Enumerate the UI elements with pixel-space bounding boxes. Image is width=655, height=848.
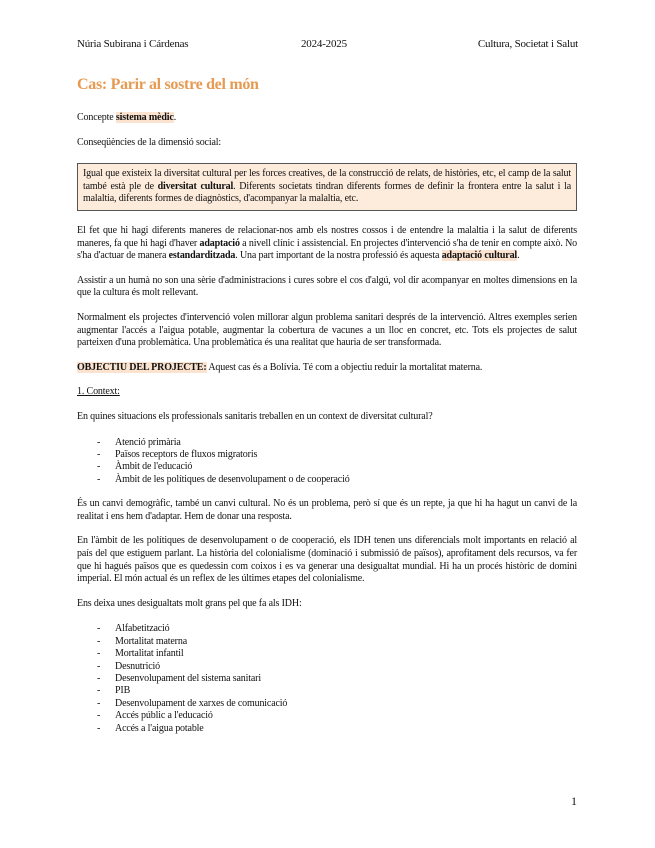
callout-bold-term: diversitat cultural	[157, 180, 234, 192]
list-item: - Àmbit de les polítiques de desenvolupament o de cooperació	[77, 474, 577, 486]
document-body	[77, 112, 577, 735]
indicators-list	[77, 623, 577, 735]
list-item: - Mortalitat materna	[77, 636, 577, 648]
concept-term: sistema mèdic	[115, 112, 174, 123]
list-item: - Desnutrició	[77, 661, 577, 673]
objective-label: OBJECTIU DEL PROJECTE:	[77, 361, 207, 373]
question-line: En quines situacions els professionals sanitaris treballen en un context de diversitat cultural?	[77, 410, 433, 422]
paragraph-demographic: És un canvi demogràfic, també un canvi cultural. No és un problema, però sí que és un repte, ja que hi ha hagut un canvi de la realitat i ens hem d'adaptar. Hem de donar una resposta.	[77, 498, 577, 522]
section-heading-context: 1. Context:	[77, 386, 120, 398]
objective-line: OBJECTIU DEL PROJECTE: Aquest cas és a Bolívia. Té com a objectiu reduir la mortalitat materna.	[77, 361, 483, 373]
header-author: Núria Subirana i Cárdenas	[77, 38, 189, 50]
paragraph-assist: Assistir a un humà no son una sèrie d'administracions i cures sobre el cos d'algú, vol dir acompanyar en moltes dimensions en la que la cultura és molt rellevant.	[77, 274, 577, 299]
list-item: - Accés públic a l'educació	[77, 710, 577, 722]
list-item: - Accés a l'aigua potable	[77, 723, 577, 735]
list-item: - Alfabetització	[77, 623, 577, 635]
list-item: - Desenvolupament de xarxes de comunicació	[77, 698, 577, 710]
highlight-cultural-adaptation: adaptació cultural	[441, 250, 518, 262]
callout-box: Igual que existeix la diversitat cultural per les forces creatives, de la construcció de relats, de històries, etc, el camp de la salut també està ple de diversitat cultural. Diferents societats tindran diferents formes de definir la frontera entre la salut i la malaltia, diferents formes de diagnòstics, d'acompanyar la malaltia, etc.	[77, 163, 577, 211]
list-item: - PIB	[77, 685, 577, 697]
list-item: - Desenvolupament del sistema sanitari	[77, 673, 577, 685]
concept-line: Concepte sistema mèdic.	[77, 112, 177, 123]
page-title: Cas: Parir al sostre del món	[77, 76, 259, 93]
paragraph-projects: Normalment els projectes d'intervenció volen millorar algun problema sanitari després de la intervenció. Altres exemples serien augmentar l'accés a l'aigua potable, augmentar la cobertura de vacunes a un lloc en concret, etc. Tots els projectes de salut parteixen d'una problemàtica. Una problemàtica és una realitat que hauria de ser transformada.	[77, 311, 577, 349]
list-item: - Països receptors de fluxos migratoris	[77, 449, 577, 461]
consequences-label: Conseqüències de la dimensió social:	[77, 136, 222, 148]
paragraph-adaptation: El fet que hi hagi diferents maneres de relacionar-nos amb els nostres cossos i de entendre la malaltia i la salut de diferents maneres, fa que hi hagi d'haver adaptació a nivell clínic i assistencial. En projectes d'intervenció s'ha de tenir en compte això. No s'ha d'actuar de manera estandarditzada. Una part important de la nostra professió és aquesta adaptació cultural.	[77, 224, 578, 262]
list-item: - Àmbit de l'educació	[77, 461, 577, 473]
list-item: - Atenció primària	[77, 437, 577, 449]
list-item: - Mortalitat infantil	[77, 648, 577, 660]
inequalities-intro: Ens deixa unes desigualtats molt grans pel que fa als IDH:	[77, 597, 302, 609]
situations-list	[77, 437, 577, 487]
paragraph-colonialism: En l'àmbit de les polítiques de desenvolupament o de cooperació, els IDH tenen uns diferencials molt importants en relació al país del que estiguem parlant. La història del colonialisme (dominació i submissió de països), aprofitament dels recursos, va fer que hi hagués països que es quedessin com coixos i es va generar una desigualtat mundial. Hi ha un procés històric de domini imperial. El món actual és un reflex de les últimes etapes del colonialisme.	[77, 535, 577, 585]
header-subject: Cultura, Societat i Salut	[477, 38, 578, 50]
page-number: 1	[571, 794, 577, 808]
header-year: 2024-2025	[301, 38, 347, 50]
